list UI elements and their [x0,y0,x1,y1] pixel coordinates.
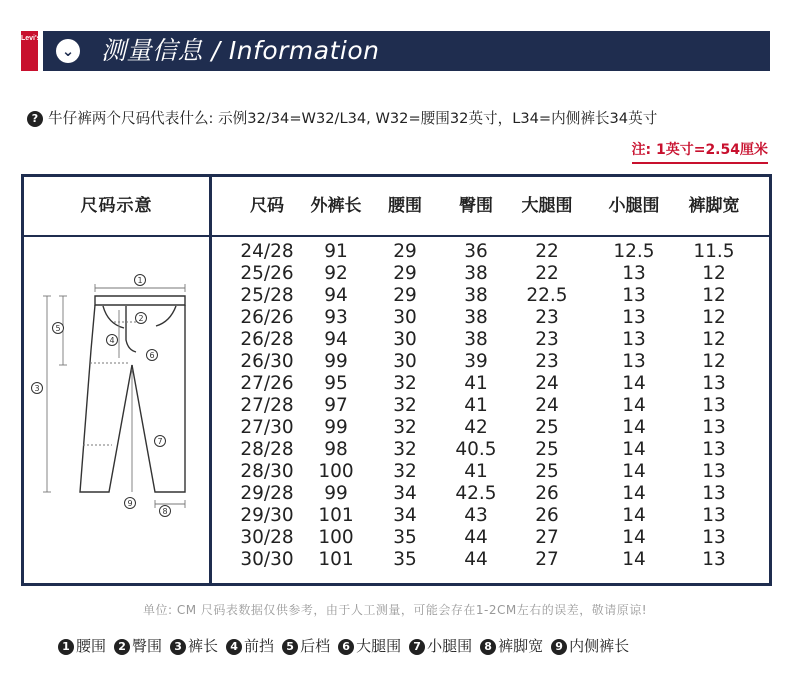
left-header: 尺码示意 [80,196,153,216]
legend-number: 1 [58,639,74,655]
table-cell: 13 [702,527,726,548]
table-cell: 26/28 [240,329,294,350]
table-cell: 38 [464,307,488,328]
table-cell: 42 [464,417,488,438]
table-cell: 100 [318,527,354,548]
legend-item [409,635,472,656]
table-cell: 100 [318,461,354,482]
diagram-marker [135,275,146,286]
legend-number: 3 [170,639,186,655]
table-cell: 39 [464,351,488,372]
title-banner [43,31,770,71]
table-cell: 13 [702,549,726,570]
table-row [212,329,769,351]
table-cell: 29 [393,263,417,284]
diagram-marker [147,350,158,361]
table-row [212,527,769,549]
table-cell: 41 [464,395,488,416]
table-cell: 94 [324,329,348,350]
legend-label: 裤脚宽 [498,637,544,655]
question-icon: ? [27,111,43,127]
table-cell: 13 [702,373,726,394]
disclaimer-footnote: 单位: CM 尺码表数据仅供参考，由于人工测量，可能会存在1-2CM左右的误差，敬请原谅! [142,603,648,617]
table-row [212,351,769,373]
table-cell: 38 [464,329,488,350]
legend-item [338,635,401,656]
table-cell: 12 [702,285,726,306]
legend-number: 9 [551,639,567,655]
table-row [212,461,769,483]
table-cell: 13 [702,395,726,416]
table-cell: 99 [324,483,348,504]
table-cell: 35 [393,527,417,548]
legend-number: 8 [480,639,496,655]
table-cell: 30 [393,307,417,328]
size-question [27,107,657,128]
table-row [212,395,769,417]
legend-label: 大腿围 [356,637,402,655]
column-header: 大腿围 [521,196,573,216]
table-cell: 32 [393,461,417,482]
table-cell: 29 [393,285,417,306]
legend-label: 小腿围 [427,637,473,655]
table-cell: 27/26 [240,373,294,394]
svg-text:9: 9 [127,499,133,508]
legend-item [58,635,106,656]
table-cell: 29 [393,241,417,262]
unit-note: 注: 1英寸=2.54厘米 [632,139,769,164]
levis-logo [21,31,41,71]
table-cell: 92 [324,263,348,284]
table-cell: 22 [535,263,559,284]
svg-text:2: 2 [138,314,144,323]
table-cell: 30/28 [240,527,294,548]
table-cell: 14 [622,461,646,482]
table-row [212,285,769,307]
table-cell: 42.5 [455,483,497,504]
table-row [212,307,769,329]
measurement-legend [58,635,637,656]
table-cell: 25/26 [240,263,294,284]
column-header: 外裤长 [310,196,362,216]
table-cell: 28/30 [240,461,294,482]
table-cell: 27/30 [240,417,294,438]
table-row [212,417,769,439]
legend-number: 4 [226,639,242,655]
table-row [212,549,769,571]
column-header: 臀围 [459,196,493,216]
table-cell: 32 [393,439,417,460]
table-cell: 13 [622,263,646,284]
page-title: 测量信息 / Information [101,36,380,65]
table-cell: 25 [535,461,559,482]
table-cell: 13 [702,483,726,504]
table-row [212,373,769,395]
table-cell: 41 [464,461,488,482]
svg-text:5: 5 [55,324,61,333]
table-row [212,263,769,285]
chevron-down-icon: ⌄ [56,39,80,63]
diagram-marker [155,436,166,447]
table-cell: 29/28 [240,483,294,504]
legend-item [282,635,330,656]
table-cell: 26 [535,483,559,504]
legend-item [226,635,274,656]
table-cell: 38 [464,263,488,284]
column-header: 腰围 [388,196,422,216]
table-cell: 27 [535,549,559,570]
table-cell: 14 [622,373,646,394]
svg-text:4: 4 [109,336,115,345]
table-cell: 34 [393,483,417,504]
legend-label: 腰围 [76,637,107,655]
table-cell: 101 [318,549,354,570]
table-cell: 11.5 [693,241,735,262]
svg-text:7: 7 [157,437,163,446]
table-cell: 30/30 [240,549,294,570]
legend-label: 裤长 [188,637,219,655]
table-cell: 13 [622,307,646,328]
table-cell: 30 [393,351,417,372]
table-cell: 12.5 [613,241,655,262]
logo-text: Levi's [21,35,41,42]
table-cell: 24 [535,395,559,416]
legend-item [551,635,629,656]
table-cell: 27/28 [240,395,294,416]
column-header: 裤脚宽 [688,196,740,216]
table-cell: 14 [622,417,646,438]
header-divider [24,235,769,237]
table-cell: 44 [464,549,488,570]
table-cell: 14 [622,395,646,416]
legend-number: 2 [114,639,130,655]
legend-item [170,635,218,656]
table-cell: 12 [702,329,726,350]
table-cell: 14 [622,549,646,570]
table-cell: 24 [535,373,559,394]
svg-text:6: 6 [149,351,155,360]
legend-item [480,635,543,656]
table-cell: 44 [464,527,488,548]
table-cell: 22.5 [526,285,568,306]
legend-label: 前挡 [244,637,275,655]
table-cell: 26 [535,505,559,526]
table-cell: 101 [318,505,354,526]
table-cell: 32 [393,395,417,416]
table-cell: 95 [324,373,348,394]
legend-number: 7 [409,639,425,655]
table-cell: 12 [702,263,726,284]
table-cell: 98 [324,439,348,460]
svg-text:1: 1 [137,276,143,285]
table-cell: 13 [702,439,726,460]
table-cell: 32 [393,417,417,438]
table-cell: 35 [393,549,417,570]
table-cell: 27 [535,527,559,548]
table-row [212,241,769,263]
table-cell: 13 [702,417,726,438]
table-cell: 99 [324,417,348,438]
column-header: 尺码 [250,196,284,216]
table-cell: 99 [324,351,348,372]
table-cell: 97 [324,395,348,416]
table-cell: 13 [702,461,726,482]
jeans-diagram-icon [20,270,195,520]
table-cell: 26/30 [240,351,294,372]
legend-label: 后档 [300,637,331,655]
table-cell: 41 [464,373,488,394]
table-cell: 14 [622,439,646,460]
table-cell: 36 [464,241,488,262]
diagram-marker [107,335,118,346]
column-header: 小腿围 [608,196,660,216]
table-cell: 43 [464,505,488,526]
table-cell: 25 [535,439,559,460]
table-body [212,241,769,581]
table-cell: 23 [535,307,559,328]
table-cell: 26/26 [240,307,294,328]
svg-text:3: 3 [34,384,40,393]
table-cell: 23 [535,351,559,372]
diagram-marker [32,383,43,394]
table-cell: 22 [535,241,559,262]
table-cell: 25 [535,417,559,438]
table-cell: 13 [622,329,646,350]
legend-item [114,635,162,656]
table-cell: 25/28 [240,285,294,306]
legend-label: 内侧裤长 [569,637,630,655]
diagram-marker [125,498,136,509]
table-row [212,505,769,527]
table-cell: 23 [535,329,559,350]
diagram-marker [136,313,147,324]
table-cell: 29/30 [240,505,294,526]
table-cell: 13 [702,505,726,526]
table-cell: 13 [622,285,646,306]
table-cell: 38 [464,285,488,306]
legend-number: 6 [338,639,354,655]
table-cell: 91 [324,241,348,262]
table-cell: 13 [622,351,646,372]
table-cell: 28/28 [240,439,294,460]
table-cell: 30 [393,329,417,350]
table-cell: 12 [702,307,726,328]
table-cell: 34 [393,505,417,526]
diagram-marker [53,323,64,334]
table-cell: 32 [393,373,417,394]
table-cell: 24/28 [240,241,294,262]
table-cell: 12 [702,351,726,372]
table-cell: 40.5 [455,439,497,460]
legend-number: 5 [282,639,298,655]
legend-label: 臀围 [132,637,163,655]
table-cell: 14 [622,483,646,504]
table-cell: 14 [622,527,646,548]
table-cell: 14 [622,505,646,526]
table-row [212,439,769,461]
table-cell: 93 [324,307,348,328]
svg-text:8: 8 [162,507,168,516]
diagram-marker [160,506,171,517]
table-row [212,483,769,505]
size-question-text: 牛仔裤两个尺码代表什么: 示例32/34=W32/L34, W32=腰围32英寸，L34=内侧裤长34英寸 [48,110,658,127]
table-cell: 94 [324,285,348,306]
